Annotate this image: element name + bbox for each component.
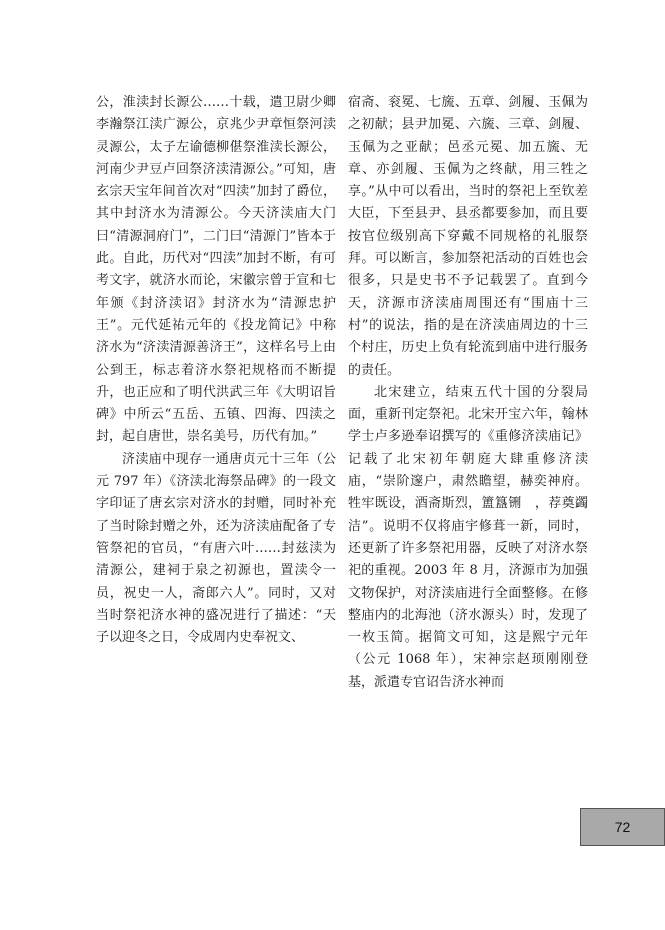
left-text-column	[96, 92, 336, 649]
page-number: 72	[614, 819, 631, 835]
right-paragraph-2: 北宋建立，结束五代十国的分裂局面，重新刊定祭祀。北宋开宝六年，翰林学士卢多逊奉诏撰写的《重修济渎庙记》记载了北宋初年朝庭大肆重修济渎庙，“崇阶邃户，肃然瞻望，赫奕神府。牲牢既设，酒斋斯烈，簠簋铏 ，荐奠蠲洁”。说明不仅将庙宇修葺一新，同时，还更新了许多祭祀用器，反映了对济水祭祀的重视。2003 年 8 月，济源市为加强文物保护，对济渎庙进行全面整修。在修整庙内的北海池（济水源头）时，发现了一枚玉简。据简文可知，这是熙宁元年（公元 1068 年），宋神宗赵顼刚刚登基，派遣专官诏告济水神而	[348, 384, 588, 690]
left-paragraph-1: 公，淮渎封长源公……十载，遣卫尉少卿李瀚祭江渎广源公，京兆少尹章恒祭河渎灵源公，太子左谕德柳偡祭淮渎长源公，河南少尹豆卢回祭济渎清源公。”可知，唐玄宗天宝年间首次对“四渎”加封了爵位，其中封济水为清源公。今天济渎庙大门曰“清源洞府门”，二门曰“清源门”皆本于此。自此，历代对“四渎”加封不断，有可考文字，就济水而论，宋徽宗曾于宣和七年颁《封济渎诏》封济水为“清源忠护王”。元代延祐元年的《投龙简记》中称济水为“济渎清源善济王”，这样名号上由公到王，标志着济水祭祀规格而不断提升，也正应和了明代洪武三年《大明诏旨碑》中所云“五岳、五镇、四海、四渎之封，起自唐世，崇名美号，历代有加。”	[96, 95, 336, 445]
right-text-column	[348, 92, 588, 694]
left-paragraph-2: 济渎庙中现存一通唐贞元十三年（公元 797 年）《济渎北海祭品碑》的一段文字印证了唐玄宗对济水的封赠，同时补充了当时除封赠之外，还为济渎庙配备了专管祭祀的官员，“有唐六叶……封兹渎为清源公，建祠于泉之初源也，置渎令一员，祝史一人，斋郎六人”。同时，又对当时祭祀济水神的盛况进行了描述：“天子以迎冬之日，令成周内史奉祝文、	[96, 451, 336, 646]
right-paragraph-1: 宿斋、衮冕、七旒、五章、剑履、玉佩为之初献；县尹加冕、六旒、三章、剑履、玉佩为之亚献；邑丞元冕、加五旒、无章、亦剑履、玉佩为之终献，用三牲之享。”从中可以看出，当时的祭祀上至钦差大臣，下至县尹、县丞都要参加，而且要按官位级别高下穿戴不同规格的礼服祭拜。可以断言，参加祭祀活动的百姓也会很多，只是史书不予记载罢了。直到今天，济源市济渎庙周围还有“围庙十三村”的说法，指的是在济渎庙周边的十三个村庄，历史上负有轮流到庙中进行服务的责任。	[348, 95, 588, 378]
page-number-tab	[580, 808, 665, 846]
